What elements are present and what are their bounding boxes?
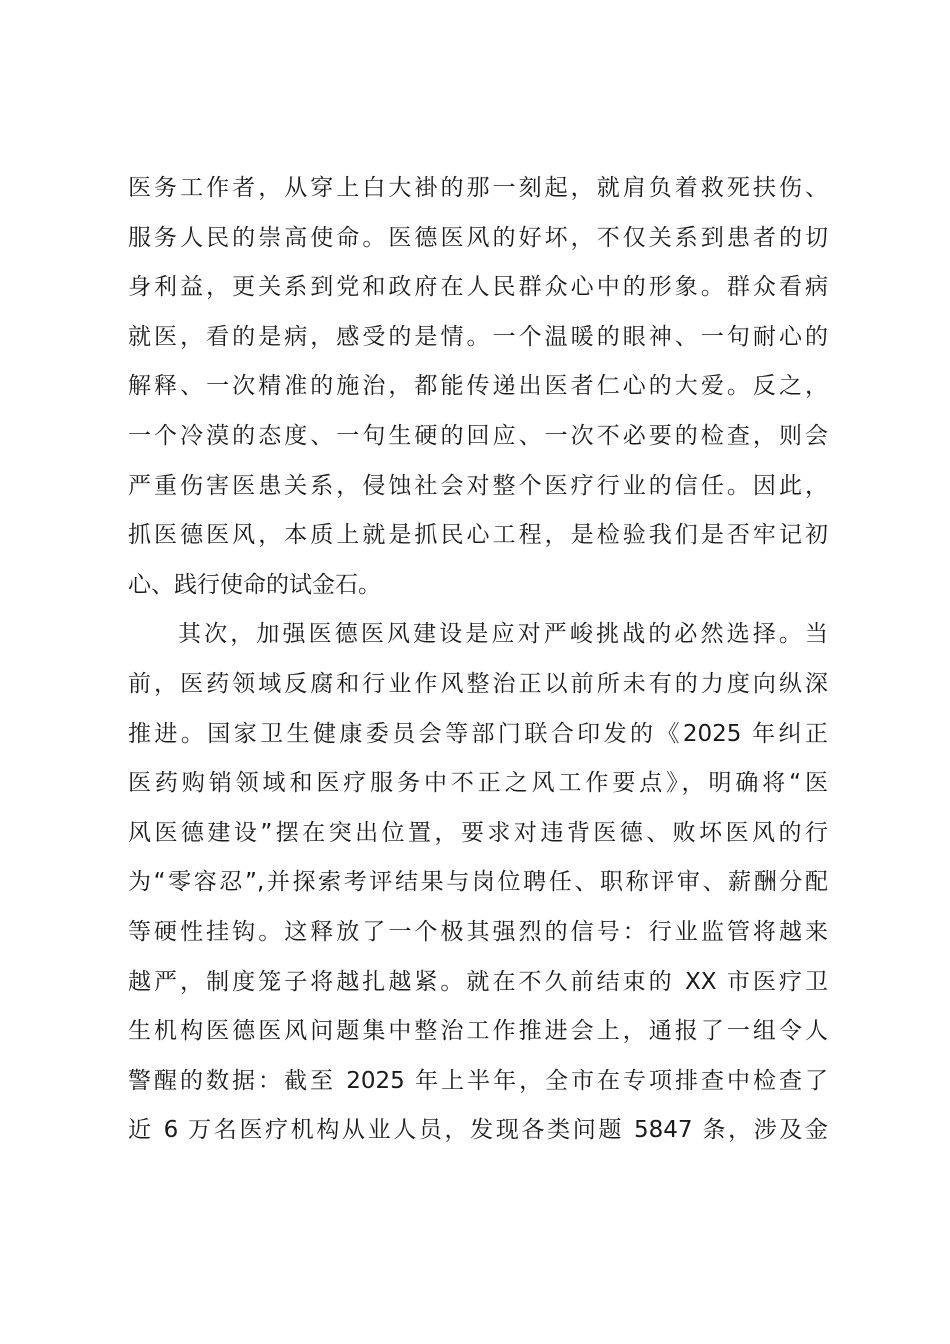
text-line: 风医德建设”摆在突出位置，要求对违背医德、败坏医风的行 [128,819,828,846]
text-line: 近 6 万名医疗机构从业人员，发现各类问题 5847 条，涉及金 [128,1117,828,1144]
text-line: 前，医药领域反腐和行业作风整治正以前所未有的力度向纵深 [128,670,828,697]
text-line: 医药购销领域和医疗服务中不正之风工作要点》，明确将“医 [128,770,828,797]
text-line: 身利益，更关系到党和政府在人民群众心中的形象。群众看病 [128,274,828,301]
text-line: 服务人民的崇高使命。医德医风的好坏，不仅关系到患者的切 [128,224,828,251]
document-body [128,164,828,1156]
text-line: 为“零容忍”,并探索考评结果与岗位聘任、职称评审、薪酬分配 [128,869,828,896]
text-line: 等硬性挂钩。这释放了一个极其强烈的信号：行业监管将越来 [128,918,828,945]
text-line: 心、践行使命的试金石。 [128,571,381,598]
text-line: 其次，加强医德医风建设是应对严峻挑战的必然选择。当 [178,621,828,648]
text-line: 生机构医德医风问题集中整治工作推进会上，通报了一组令人 [128,1018,828,1045]
text-line: 医务工作者，从穿上白大褂的那一刻起，就肩负着救死扶伤、 [128,175,828,201]
text-line: 严重伤害医患关系，侵蚀社会对整个医疗行业的信任。因此， [128,472,828,499]
text-line: 越严，制度笼子将越扎越紧。就在不久前结束的 XX 市医疗卫 [128,968,828,995]
text-line: 推进。国家卫生健康委员会等部门联合印发的《2025 年纠正 [128,720,828,747]
paragraph-2 [128,610,828,1156]
text-line: 抓医德医风，本质上就是抓民心工程，是检验我们是否牢记初 [128,522,828,549]
paragraph-1 [128,164,828,610]
text-line: 解释、一次精准的施治，都能传递出医者仁心的大爱。反之， [128,373,828,400]
text-line: 警醒的数据：截至 2025 年上半年，全市在专项排查中检查了 [128,1067,828,1094]
text-line: 一个冷漠的态度、一句生硬的回应、一次不必要的检查，则会 [128,422,828,449]
text-line: 就医，看的是病，感受的是情。一个温暖的眼神、一句耐心的 [128,323,828,350]
